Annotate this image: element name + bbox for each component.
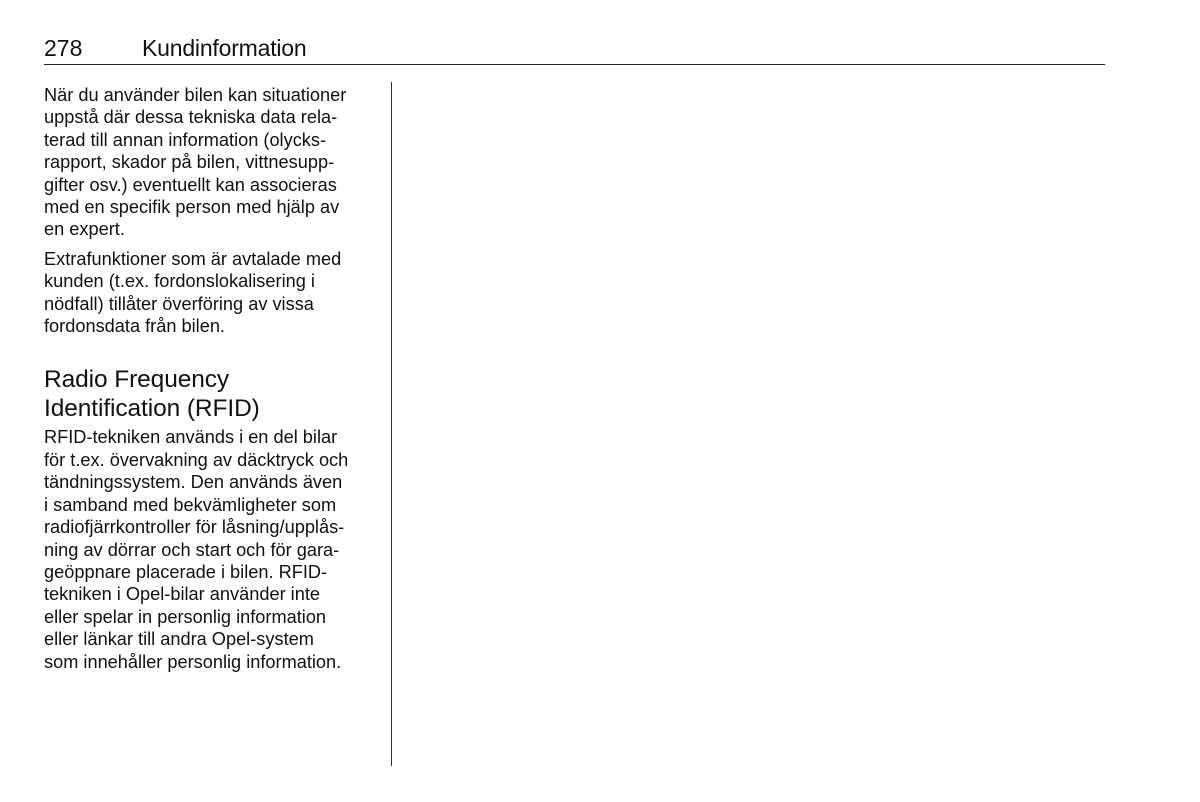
paragraph-extra-functions <box>44 248 382 338</box>
text-line: rapport, skador på bilen, vittnesupp- <box>44 152 335 173</box>
text-line: kunden (t.ex. fordonslokalisering i <box>44 271 315 292</box>
page-header <box>44 34 1105 65</box>
text-line: terad till annan information (olycks- <box>44 129 327 150</box>
text-line: eller spelar in personlig information <box>44 606 327 627</box>
paragraph-data-association <box>44 84 382 241</box>
paragraph-rfid <box>44 426 382 672</box>
rfid-heading <box>44 365 382 423</box>
text-line: uppstå där dessa tekniska data rela- <box>44 107 338 128</box>
page-number: 278 <box>44 35 83 61</box>
column-divider <box>391 82 392 766</box>
text-line: eller länkar till andra Opel-system <box>44 629 314 650</box>
text-line: geöppnare placerade i bilen. RFID- <box>44 561 328 582</box>
text-line: i samband med bekvämligheter som <box>44 494 337 515</box>
text-line: en expert. <box>44 219 125 240</box>
text-line: tekniken i Opel-bilar använder inte <box>44 584 321 605</box>
text-line: radiofjärrkontroller för låsning/upplås- <box>44 517 345 538</box>
text-line: RFID-tekniken används i en del bilar <box>44 427 338 448</box>
heading-line: Radio Frequency <box>44 366 230 394</box>
text-line: gifter osv.) eventuellt kan associeras <box>44 174 337 195</box>
text-line: fordonsdata från bilen. <box>44 316 225 337</box>
text-line: som innehåller personlig information. <box>44 651 342 672</box>
text-line: för t.ex. övervakning av däcktryck och <box>44 449 349 470</box>
heading-line: Identification (RFID) <box>44 395 260 423</box>
text-line: tändningssystem. Den används även <box>44 472 343 493</box>
text-line: med en specifik person med hjälp av <box>44 197 340 218</box>
page-section-title: Kundinformation <box>142 35 307 61</box>
left-column <box>44 84 382 680</box>
text-line: nödfall) tillåter överföring av vissa <box>44 293 314 314</box>
text-line: ning av dörrar och start och för gara- <box>44 539 340 560</box>
text-line: Extrafunktioner som är avtalade med <box>44 248 342 269</box>
text-line: När du använder bilen kan situationer <box>44 85 347 105</box>
